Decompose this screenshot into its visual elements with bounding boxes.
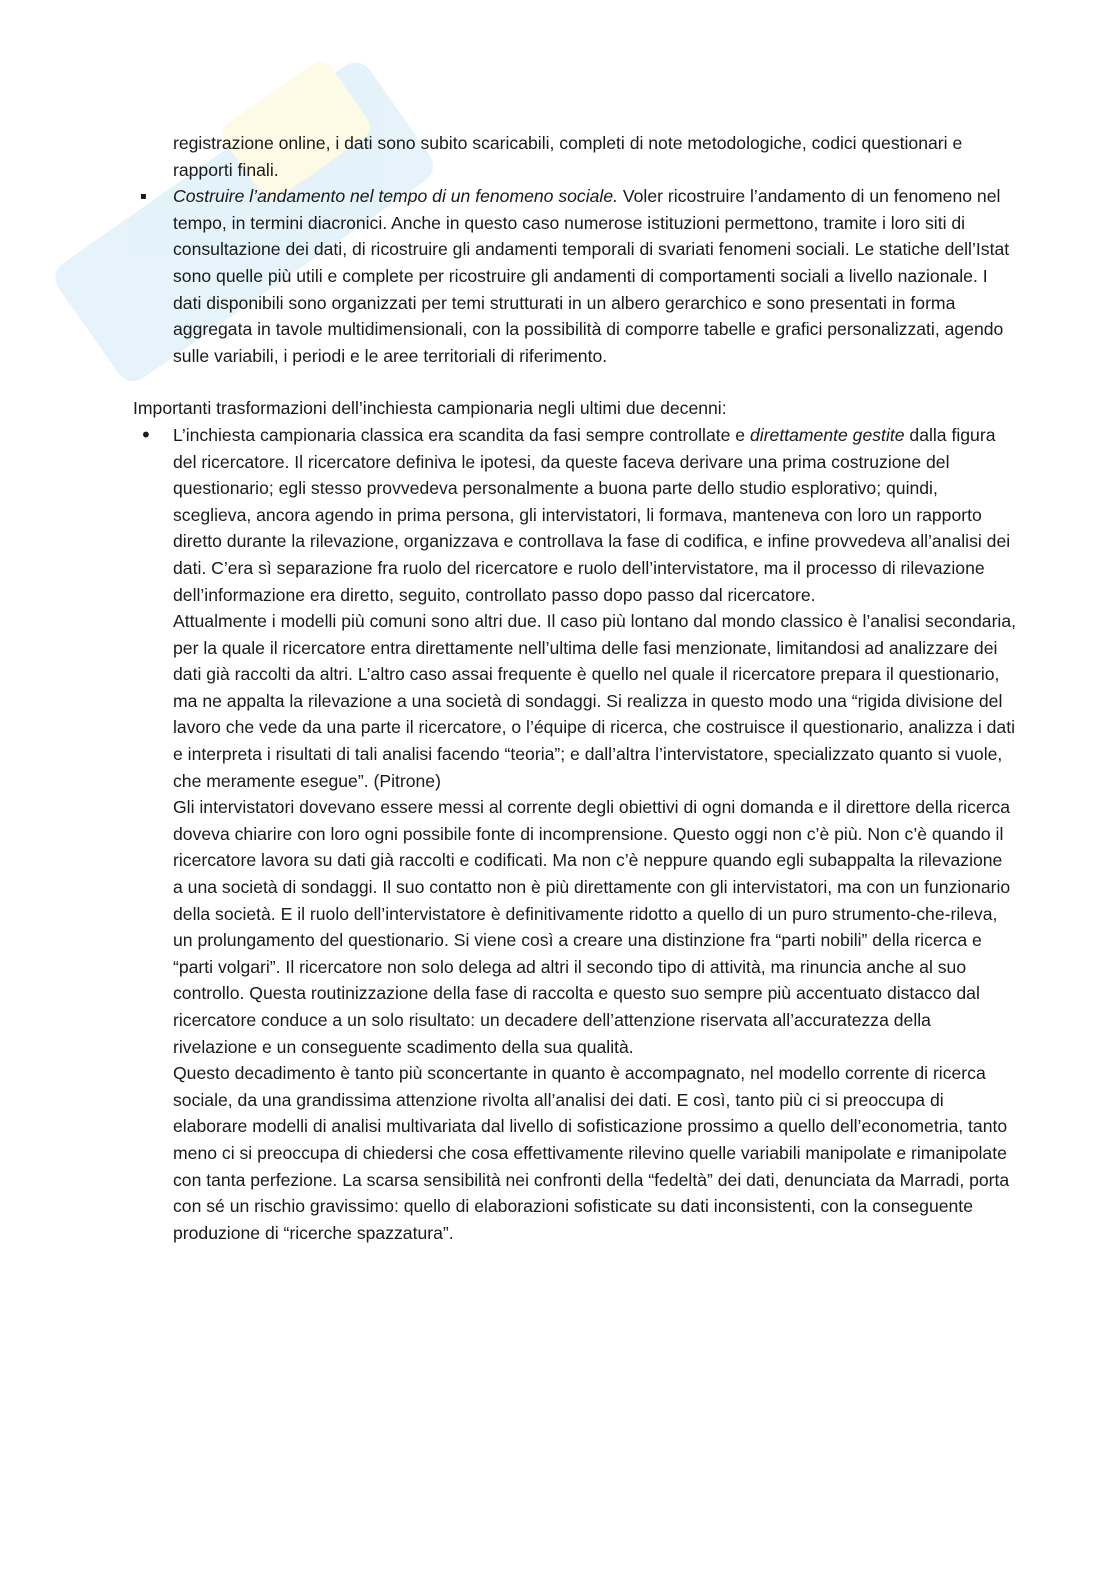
bullet-text: Voler ricostruire l’andamento di un fenomeno nel tempo, in termini diacronici. Anche in questo caso numerose istituzioni permettono, tramite i loro siti di consultazione dei dati, di ricostruire gli andamenti temporali di svariati fenomeni sociali. Le statiche dell’Istat sono quelle più utili e complete per ricostruire gli andamenti di comportamenti sociali a livello nazionale. I dati disponibili sono organizzati per temi strutturati in un albero gerarchico e sono presentati in forma aggregata in tavole multidimensionali, con la possibilità di comporre tabelle e grafici personalizzati, agendo sulle variabili, i periodi e le aree territoriali di riferimento.: [173, 186, 1010, 366]
list-item: [0, 183, 1116, 369]
section-intro: Importanti trasformazioni dell’inchiesta campionaria negli ultimi due decenni:: [133, 398, 727, 419]
continuation-paragraph: registrazione online, i dati sono subito scaricabili, completi di note metodologiche, codici questionari e rapporti finali.: [173, 133, 963, 180]
bullet-paragraph: L’inchiesta campionaria classica era scandita da fasi sempre controllate e direttamente gestite dalla figura del ricercatore. Il ricercatore definiva le ipotesi, da queste faceva derivare una prima costruzione del questionario; egli stesso provvedeva personalmente a buona parte dello studio esplorativo; quindi, sceglieva, ancora agendo in prima persona, gli intervistatori, li formava, manteneva con loro un rapporto diretto durante la rilevazione, organizzava e controllava la fase di codifica, e infine provvedeva all’analisi dei dati. C’era sì separazione fra ruolo del ricercatore e ruolo dell’intervistatore, ma il processo di rilevazione dell’informazione era diretto, seguito, controllato passo dopo passo dal ricercatore.: [173, 424, 1011, 605]
round-bullet-icon: •: [140, 422, 152, 447]
document-page: [0, 130, 1116, 1246]
square-bullet-icon: ▪: [140, 191, 147, 203]
paragraph: Questo decadimento è tanto più sconcertante in quanto è accompagnato, nel modello corrente di ricerca sociale, da una grandissima attenzione rivolta all’analisi dei dati. E così, tanto più ci si preoccupa di elaborare modelli di analisi multivariata dal livello di sofisticazione prossimo a quello dell’econometria, tanto meno ci si preoccupa di chiedersi che cosa effettivamente rilevino quelle variabili manipolate e rimanipolate con tanta perfezione. La scarsa sensibilità nei confronti della “fedeltà” dei dati, denunciata da Marradi, porta con sé un rischio gravissimo: quello di elaborazioni sofisticate su dati inconsistenti, con la conseguente produzione di “ricerche spazzatura”.: [173, 1063, 1010, 1243]
spacer: [0, 369, 1116, 395]
paragraph: Gli intervistatori dovevano essere messi al corrente degli obiettivi di ogni domanda e il direttore della ricerca doveva chiarire con loro ogni possibile fonte di incomprensione. Questo oggi non c’è più. Non c’è quando il ricercatore lavora su dati già raccolti e codificati. Ma non c’è neppure quando egli subappalta la rilevazione a una società di sondaggi. Il suo contatto non è più direttamente con gli intervistatori, ma con un funzionario della società. E il ruolo dell’intervistatore è definitivamente ridotto a quello di un puro strumento-che-rileva, un prolungamento del questionario. Si viene così a creare una distinzione fra “parti nobili” della ricerca e “parti volgari”. Il ricercatore non solo delega ad altri il secondo tipo di attività, ma rinuncia anche al suo controllo. Questa routinizzazione della fase di raccolta e questo suo sempre più accentuato distacco dal ricercatore conduce a un solo risultato: un decadere dell’attenzione riservata all’accuratezza della rivelazione e un conseguente scadimento della sua qualità.: [173, 797, 1011, 1057]
bullet-paragraph: [173, 183, 1016, 369]
emphasis-text: direttamente gestite: [750, 424, 905, 445]
list-item: [0, 422, 1116, 1246]
paragraph: Attualmente i modelli più comuni sono altri due. Il caso più lontano dal mondo classico è l’analisi secondaria, per la quale il ricercatore entra direttamente nell’ultima delle fasi menzionate, limitandosi ad analizzare dei dati già raccolti da altri. L’altro caso assai frequente è quello nel quale il ricercatore prepara il questionario, ma ne appalta la rilevazione a una società di sondaggi. Si realizza in questo modo una “rigida divisione del lavoro che vede da una parte il ricercatore, o l’équipe di ricerca, che costruisce il questionario, analizza i dati e interpreta i risultati di tali analisi facendo “teoria”; e dall’altra l’intervistatore, specializzato quanto si vuole, che meramente esegue”. (Pitrone): [173, 611, 1017, 791]
bullet-heading: Costruire l’andamento nel tempo di un fenomeno sociale.: [173, 186, 618, 207]
